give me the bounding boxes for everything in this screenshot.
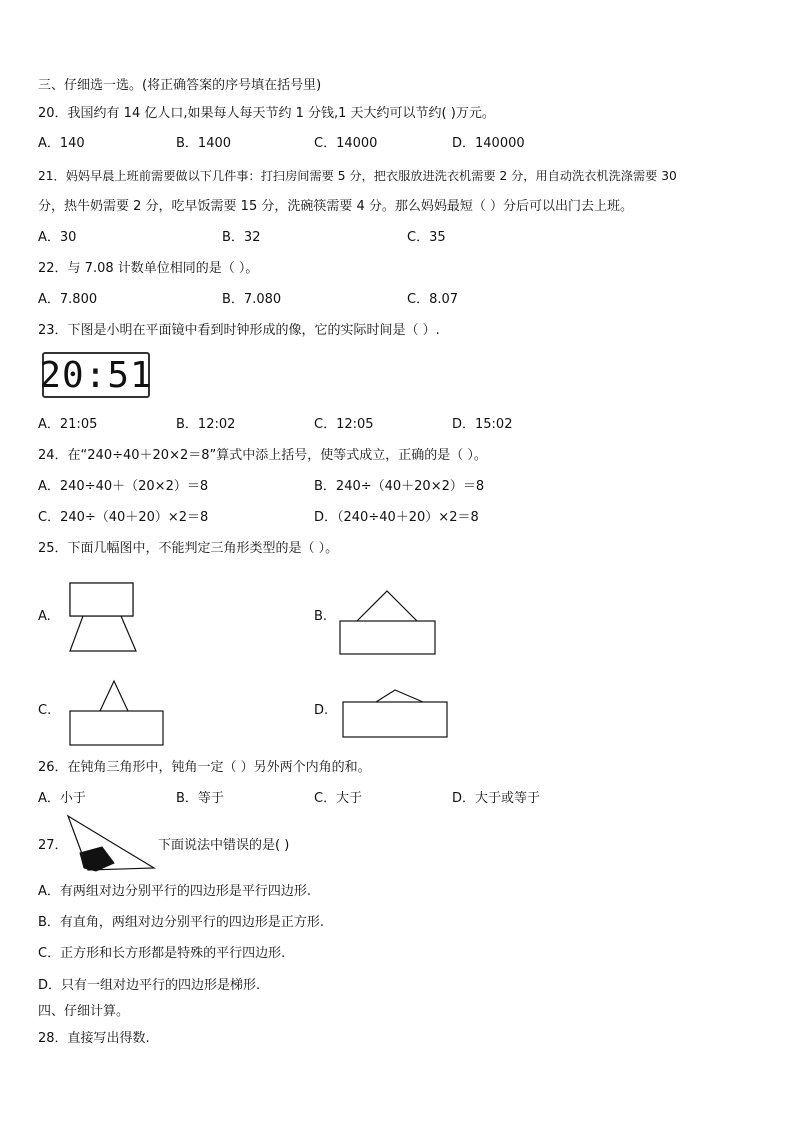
q24-option-d[interactable]: D．（240÷40＋20）×2＝8 bbox=[314, 510, 479, 525]
question-21-stem-line2: 分，热牛奶需要 2 分，吃早饭需要 15 分，洗碗筷需要 4 分。那么妈妈最短（ ）分后可以出门去上班。 bbox=[38, 199, 634, 214]
q20-option-a[interactable]: A．140 bbox=[38, 136, 85, 151]
q23-option-b[interactable]: B．12:02 bbox=[176, 417, 236, 432]
q25-option-b-label[interactable]: B. bbox=[314, 609, 328, 624]
question-27-stem: 下面说法中错误的是( ) bbox=[158, 838, 290, 853]
question-20-stem: 20．我国约有 14 亿人口,如果每人每天节约 1 分钱,1 天大约可以节约( )万元。 bbox=[38, 106, 495, 121]
question-27-number: 27． bbox=[38, 838, 68, 853]
q21-option-c[interactable]: C．35 bbox=[407, 230, 446, 245]
mirrored-digital-clock bbox=[39, 352, 153, 398]
section-4-title: 四、仔细计算。 bbox=[38, 1004, 130, 1019]
q25-figure-b bbox=[335, 585, 440, 657]
q26-option-a[interactable]: A．小于 bbox=[38, 791, 86, 806]
q27-option-a[interactable]: A．有两组对边分别平行的四边形是平行四边形. bbox=[38, 884, 312, 899]
q24-option-a[interactable]: A．240÷40＋（20×2）＝8 bbox=[38, 479, 209, 494]
q27-triangle-figure bbox=[62, 813, 157, 875]
question-23-stem: 23．下图是小明在平面镜中看到时钟形成的像，它的实际时间是（ ）. bbox=[38, 323, 440, 338]
question-21-stem-line1: 21．妈妈早晨上班前需要做以下几件事：打扫房间需要 5 分，把衣服放进洗衣机需要 2 分，用自动洗衣机洗涤需要 30 bbox=[38, 169, 677, 183]
q26-option-b[interactable]: B．等于 bbox=[176, 791, 224, 806]
q24-option-b[interactable]: B．240÷（40＋20×2）＝8 bbox=[314, 479, 485, 494]
q25-figure-d bbox=[338, 685, 452, 741]
q24-option-c[interactable]: C．240÷（40＋20）×2＝8 bbox=[38, 510, 209, 525]
q25-figure-c bbox=[64, 677, 168, 749]
q26-option-c[interactable]: C．大于 bbox=[314, 791, 363, 806]
q25-option-c-label[interactable]: C. bbox=[38, 703, 52, 718]
q23-option-a[interactable]: A．21:05 bbox=[38, 417, 98, 432]
clock-display-text: 20:51 bbox=[39, 354, 153, 396]
q22-option-b[interactable]: B．7.080 bbox=[222, 292, 282, 307]
q27-option-b[interactable]: B．有直角，两组对边分别平行的四边形是正方形. bbox=[38, 915, 325, 930]
q20-option-c[interactable]: C．14000 bbox=[314, 136, 378, 151]
q25-option-a-label[interactable]: A. bbox=[38, 609, 51, 624]
q23-option-d[interactable]: D．15:02 bbox=[452, 417, 513, 432]
question-28-stem: 28．直接写出得数. bbox=[38, 1031, 150, 1046]
q22-option-c[interactable]: C．8.07 bbox=[407, 292, 459, 307]
question-26-stem: 26．在钝角三角形中，钝角一定（ ）另外两个内角的和。 bbox=[38, 760, 371, 775]
q23-option-c[interactable]: C．12:05 bbox=[314, 417, 374, 432]
q27-option-c[interactable]: C．正方形和长方形都是特殊的平行四边形. bbox=[38, 946, 286, 961]
q25-figure-a bbox=[64, 580, 144, 654]
q20-option-b[interactable]: B．1400 bbox=[176, 136, 232, 151]
q27-option-d[interactable]: D．只有一组对边平行的四边形是梯形. bbox=[38, 978, 261, 993]
q26-option-d[interactable]: D．大于或等于 bbox=[452, 791, 541, 806]
question-22-stem: 22．与 7.08 计数单位相同的是（ ）。 bbox=[38, 261, 259, 276]
section-3-title: 三、仔细选一选。(将正确答案的序号填在括号里) bbox=[38, 78, 322, 93]
q20-option-d[interactable]: D．140000 bbox=[452, 136, 525, 151]
question-25-stem: 25．下面几幅图中，不能判定三角形类型的是（ ）。 bbox=[38, 541, 339, 556]
q21-option-a[interactable]: A．30 bbox=[38, 230, 77, 245]
q21-option-b[interactable]: B．32 bbox=[222, 230, 261, 245]
q25-option-d-label[interactable]: D. bbox=[314, 703, 329, 718]
question-24-stem: 24．在“240÷40＋20×2＝8”算式中添上括号，使等式成立，正确的是（ ）。 bbox=[38, 448, 487, 463]
q22-option-a[interactable]: A．7.800 bbox=[38, 292, 98, 307]
